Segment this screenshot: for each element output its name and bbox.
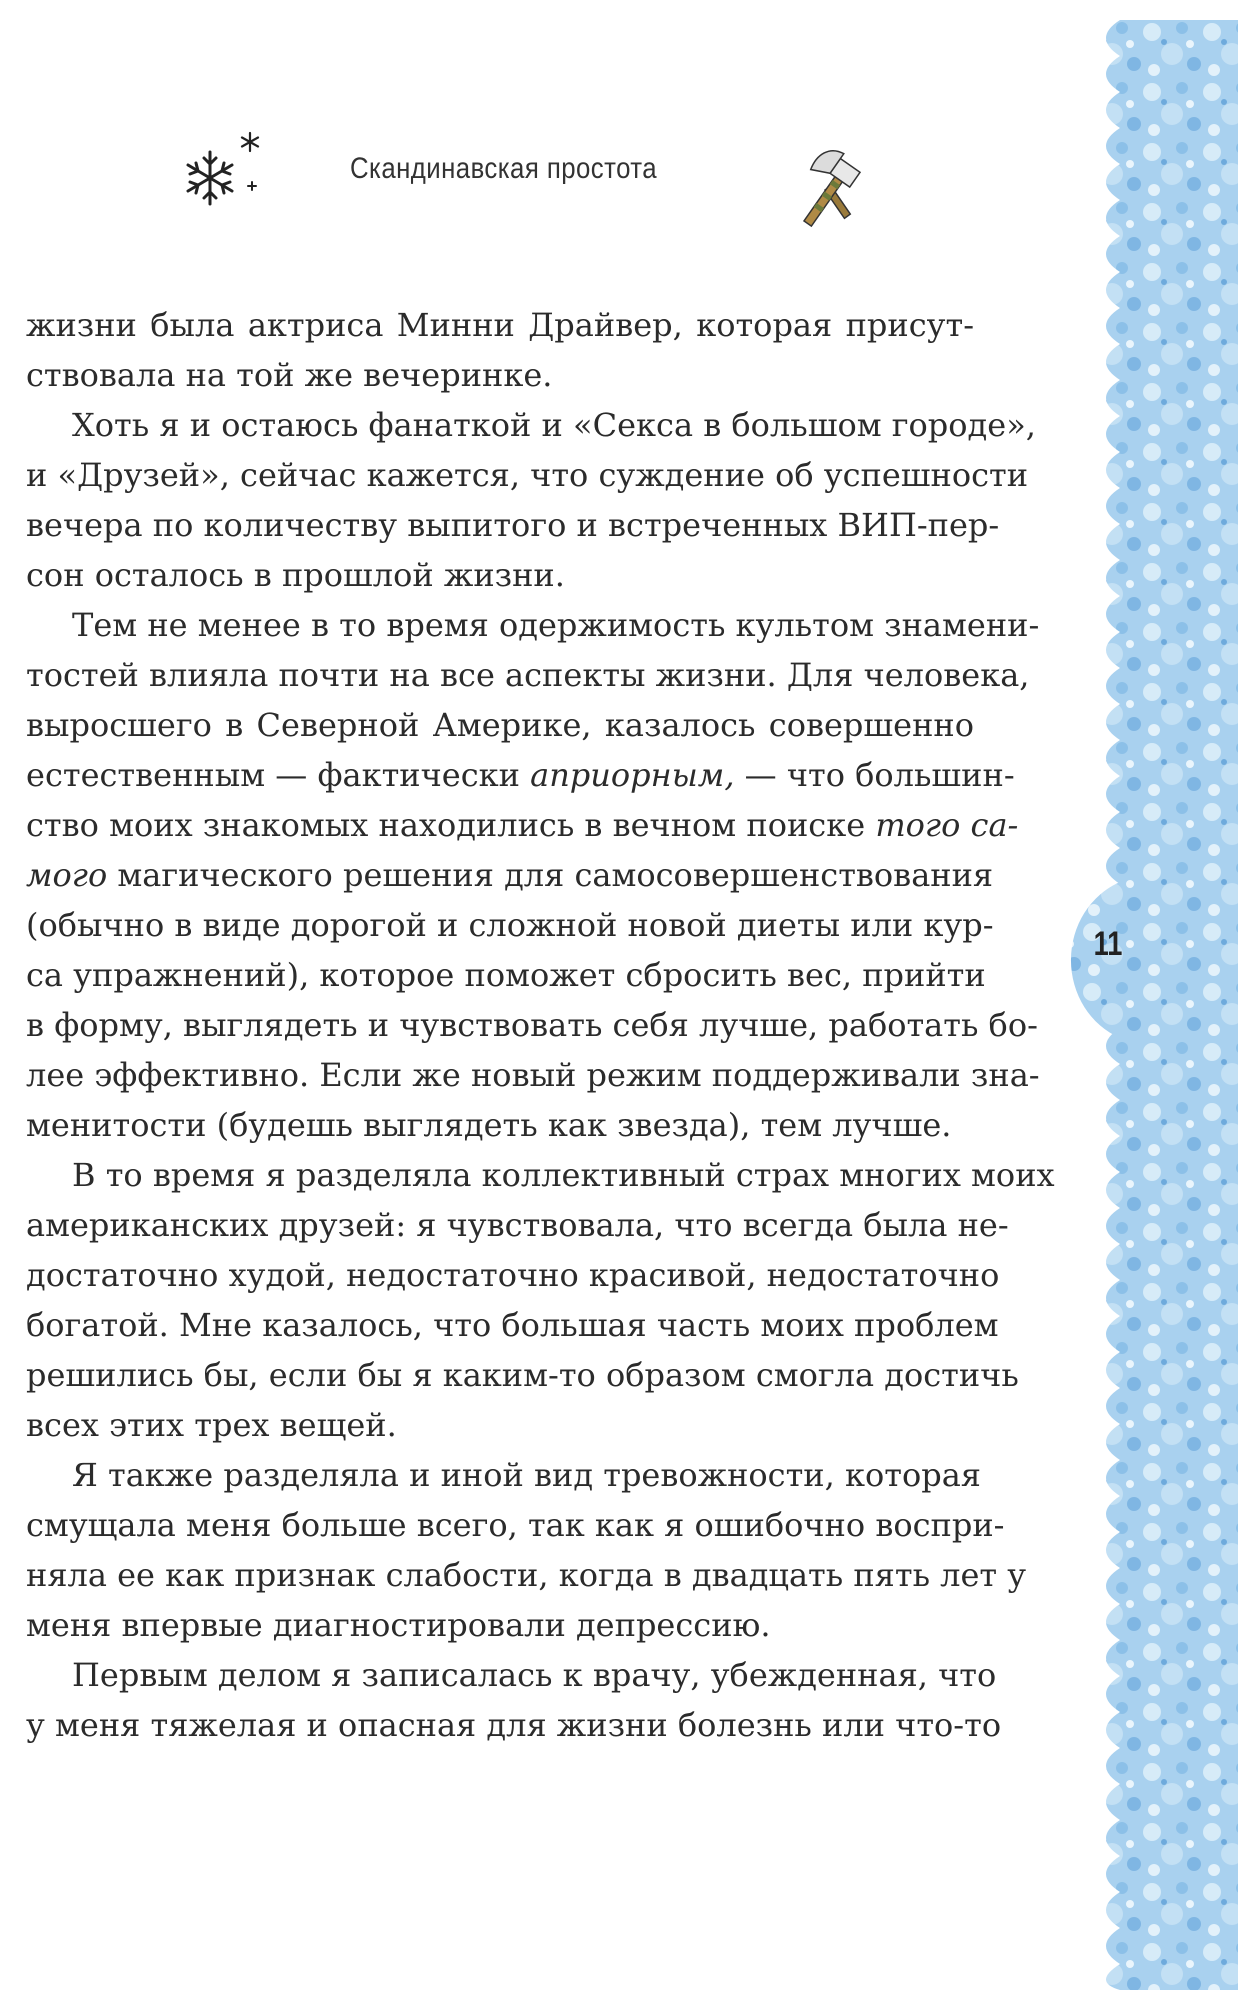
running-header	[160, 110, 880, 230]
text-segment: жизни была актриса Минни Драйвер, которая присут-	[26, 306, 974, 344]
text-segment: Первым делом я записалась к врачу, убежденная, что	[72, 1656, 997, 1694]
body-text	[26, 300, 1055, 1750]
text-line	[26, 1250, 1000, 1300]
text-line	[26, 350, 974, 400]
text-line	[26, 300, 974, 350]
text-segment: выросшего в Северной Америке, казалось совершенно	[26, 706, 974, 744]
text-segment: у меня тяжелая и опасная для жизни болезнь или что-то	[26, 1706, 1002, 1744]
text-segment: лее эффективно. Если же новый режим поддерживали зна-	[26, 1056, 1040, 1094]
text-line	[26, 1700, 1002, 1750]
italic-text: того са-	[875, 806, 1019, 844]
text-line	[26, 1300, 999, 1350]
text-segment: тостей влияла почти на все аспекты жизни. Для человека,	[26, 656, 1030, 694]
text-segment: ствовала на той же вечеринке.	[26, 356, 553, 394]
text-line	[26, 1600, 974, 1650]
text-segment: са упражнений), которое поможет сбросить вес, прийти	[26, 956, 986, 994]
axe-icon	[775, 130, 875, 230]
text-segment: и «Друзей», сейчас кажется, что суждение об успешности	[26, 456, 1029, 494]
text-line	[26, 950, 986, 1000]
text-segment: няла ее как признак слабости, когда в двадцать пять лет у	[26, 1556, 1027, 1594]
text-segment: богатой. Мне казалось, что большая часть моих проблем	[26, 1306, 999, 1344]
text-segment: менитости (будешь выглядеть как звезда), тем лучше.	[26, 1106, 952, 1144]
text-line	[26, 850, 994, 900]
text-segment: ство моих знакомых находились в вечном поиске	[26, 806, 876, 844]
text-line	[26, 900, 994, 950]
page-number: 11	[1093, 925, 1123, 963]
side-band-decoration	[1082, 20, 1238, 1990]
text-segment: Тем не менее в то время одержимость культом знамени-	[72, 606, 1040, 644]
text-line	[26, 500, 1000, 550]
text-line	[26, 1100, 974, 1150]
text-line	[26, 750, 1015, 800]
text-line	[26, 550, 974, 600]
text-line	[26, 450, 1029, 500]
text-line	[26, 1500, 1005, 1550]
text-segment: американских друзей: я чувствовала, что всегда была не-	[26, 1206, 1009, 1244]
text-segment: — что большин-	[734, 756, 1015, 794]
text-line	[26, 1350, 1019, 1400]
text-line	[26, 1650, 997, 1700]
text-segment: смущала меня больше всего, так как я ошибочно воспри-	[26, 1506, 1005, 1544]
text-line	[26, 1150, 1055, 1200]
text-line	[26, 1050, 1040, 1100]
italic-text: мого	[26, 856, 108, 894]
text-line	[26, 1200, 1009, 1250]
running-title: Скандинавская простота	[350, 152, 658, 185]
text-segment: в форму, выглядеть и чувствовать себя лучше, работать бо-	[26, 1006, 1038, 1044]
text-line	[26, 700, 974, 750]
text-segment: достаточно худой, недостаточно красивой, недостаточно	[26, 1256, 1000, 1294]
text-segment: решились бы, если бы я каким-то образом смогла достичь	[26, 1356, 1019, 1394]
text-segment: В то время я разделяла коллективный страх многих моих	[72, 1156, 1055, 1194]
text-segment: всех этих трех вещей.	[26, 1406, 397, 1444]
text-line	[26, 650, 1030, 700]
text-line	[26, 1450, 981, 1500]
text-segment: меня впервые диагностировали депрессию.	[26, 1606, 771, 1644]
text-line	[26, 600, 1040, 650]
text-segment: сон осталось в прошлой жизни.	[26, 556, 565, 594]
text-segment: естественным — фактически	[26, 756, 531, 794]
text-segment: вечера по количеству выпитого и встреченных ВИП-пер-	[26, 506, 1000, 544]
italic-text: априорным,	[530, 756, 735, 794]
text-line	[26, 400, 1036, 450]
text-segment: Хоть я и остаюсь фанаткой и «Секса в большом городе»,	[72, 406, 1036, 444]
text-segment: (обычно в виде дорогой и сложной новой диеты или кур-	[26, 906, 994, 944]
text-segment: магического решения для самосовершенствования	[107, 856, 994, 894]
snowflake-icon	[170, 120, 270, 220]
text-line	[26, 1000, 1038, 1050]
text-segment: Я также разделяла и иной вид тревожности, которая	[72, 1456, 981, 1494]
text-line	[26, 1550, 1027, 1600]
text-line	[26, 800, 1019, 850]
text-line	[26, 1400, 974, 1450]
